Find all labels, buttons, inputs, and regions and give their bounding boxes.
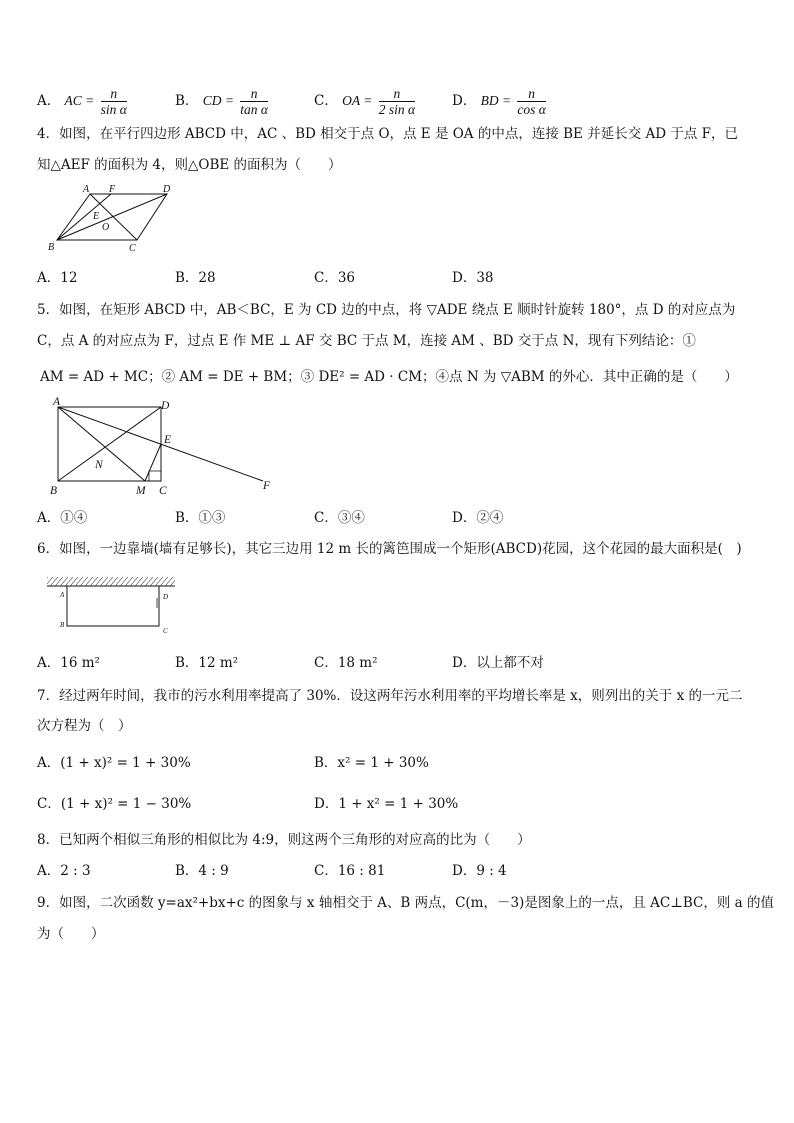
- option-lhs: CD =: [202, 93, 234, 108]
- numerator: n: [517, 86, 545, 102]
- q5-stem-line2: C，点 A 的对应点为 F，过点 E 作 ME ⊥ AF 交 BC 于点 M，连接 AM 、BD 交于点 N，现有下列结论：①: [37, 333, 696, 349]
- q8-option-d: D．9 : 4: [452, 863, 507, 879]
- q5-option-d: D．②④: [452, 510, 504, 526]
- option-label: C．: [314, 93, 338, 109]
- fig-label-m: M: [136, 485, 146, 497]
- fig-label-n: N: [95, 459, 103, 471]
- fig-label-a: A: [53, 396, 61, 408]
- q4-option-a: A．12: [37, 270, 78, 286]
- q6-wall-garden-figure: [45, 574, 180, 638]
- option-label: D．: [452, 93, 477, 109]
- q6-option-a: A．16 m²: [37, 655, 100, 671]
- q8-option-a: A．2 : 3: [37, 863, 91, 879]
- q7-option-c: C．(1 + x)² = 1 − 30%: [37, 796, 192, 812]
- fig-label-c: C: [159, 485, 167, 497]
- denominator: 2 sin α: [378, 102, 416, 117]
- fraction: [240, 86, 268, 117]
- q3-option-b: [175, 86, 270, 117]
- numerator: n: [101, 86, 127, 102]
- q6-option-d: D．以上都不对: [452, 655, 544, 671]
- q7-stem-line1: 7．经过两年时间，我市的污水利用率提高了 30%．设这两年污水利用率的平均增长率是 x，则列出的关于 x 的一元二: [37, 688, 743, 704]
- q3-option-d: [452, 86, 548, 117]
- fig-label-e: E: [164, 434, 172, 446]
- q5-option-b: B．①③: [175, 510, 226, 526]
- denominator: sin α: [100, 102, 127, 117]
- option-lhs: BD =: [480, 93, 512, 108]
- fig-label-f: F: [263, 480, 271, 492]
- q5-rectangle-figure: [45, 395, 280, 500]
- q9-stem-line2: 为（ ）: [37, 926, 105, 942]
- q7-option-a: A．(1 + x)² = 1 + 30%: [37, 755, 191, 771]
- q8-stem-line1: 8．已知两个相似三角形的相似比为 4:9，则这两个三角形的对应高的比为（ ）: [37, 832, 531, 848]
- q3-option-a: [37, 86, 129, 117]
- wall-hatching: [47, 577, 175, 586]
- option-lhs: AC =: [64, 93, 95, 108]
- q7-stem-line2: 次方程为（ ）: [37, 718, 132, 734]
- fig-label-a: A: [60, 591, 65, 599]
- q7-option-b: B．x² = 1 + 30%: [314, 755, 429, 771]
- q4-option-b: B．28: [175, 270, 216, 286]
- fig-label-d: D: [161, 400, 170, 412]
- q9-stem-line1: 9．如图，二次函数 y=ax²+bx+c 的图象与 x 轴相交于 A、B 两点，C(m，－3)是图象上的一点，且 AC⊥BC，则 a 的值: [37, 895, 775, 911]
- option-lhs: OA =: [342, 93, 373, 108]
- fig-label-b: B: [48, 242, 55, 253]
- fig-label-b: B: [60, 621, 65, 629]
- q3-option-c: [314, 86, 417, 117]
- numerator: n: [240, 86, 268, 102]
- fig-label-o: O: [102, 222, 110, 233]
- fig-label-e: E: [93, 211, 100, 222]
- option-label: A．: [37, 93, 61, 109]
- fraction: [101, 86, 127, 117]
- q4-option-c: C．36: [314, 270, 356, 286]
- fig-label-c: C: [163, 627, 168, 635]
- fig-label-d: D: [163, 593, 169, 601]
- denominator: cos α: [517, 102, 546, 117]
- fraction: [379, 86, 415, 117]
- fig-label-a: A: [83, 184, 90, 195]
- q4-stem-line1: 4．如图，在平行四边形 ABCD 中，AC 、BD 相交于点 O，点 E 是 OA 的中点，连接 BE 并延长交 AD 于点 F，已: [37, 126, 739, 142]
- q6-option-b: B．12 m²: [175, 655, 239, 671]
- q4-option-d: D．38: [452, 270, 494, 286]
- q6-stem-line1: 6．如图，一边靠墙(墙有足够长)，其它三边用 12 m 长的篱笆围成一个矩形(ABCD)花园，这个花园的最大面积是( ): [37, 541, 742, 557]
- q5-stem-line3: AM = AD + MC；② AM = DE + BM；③ DE² = AD · CM；④点 N 为 ▽ABM 的外心．其中正确的是（ ）: [40, 369, 738, 385]
- option-label: B．: [175, 93, 199, 109]
- q4-parallelogram-figure: [45, 182, 175, 254]
- q7-option-d: D．1 + x² = 1 + 30%: [314, 796, 459, 812]
- fraction: [517, 86, 545, 117]
- q5-stem-line1: 5．如图，在矩形 ABCD 中，AB＜BC，E 为 CD 边的中点，将 ▽ADE 绕点 E 顺时针旋转 180°，点 D 的对应点为: [37, 302, 736, 318]
- q8-option-c: C．16 : 81: [314, 863, 386, 879]
- q5-option-c: C．③④: [314, 510, 365, 526]
- q5-option-a: A．①④: [37, 510, 88, 526]
- fig-label-c: C: [129, 243, 136, 254]
- denominator: tan α: [240, 102, 268, 117]
- q4-stem-line2: 知△AEF 的面积为 4，则△OBE 的面积为（ ）: [37, 157, 342, 173]
- fig-label-d: D: [163, 184, 171, 195]
- numerator: n: [379, 86, 415, 102]
- fig-label-b: B: [50, 485, 58, 497]
- fig-label-f: F: [109, 184, 116, 195]
- q8-option-b: B．4 : 9: [175, 863, 229, 879]
- q6-option-c: C．18 m²: [314, 655, 378, 671]
